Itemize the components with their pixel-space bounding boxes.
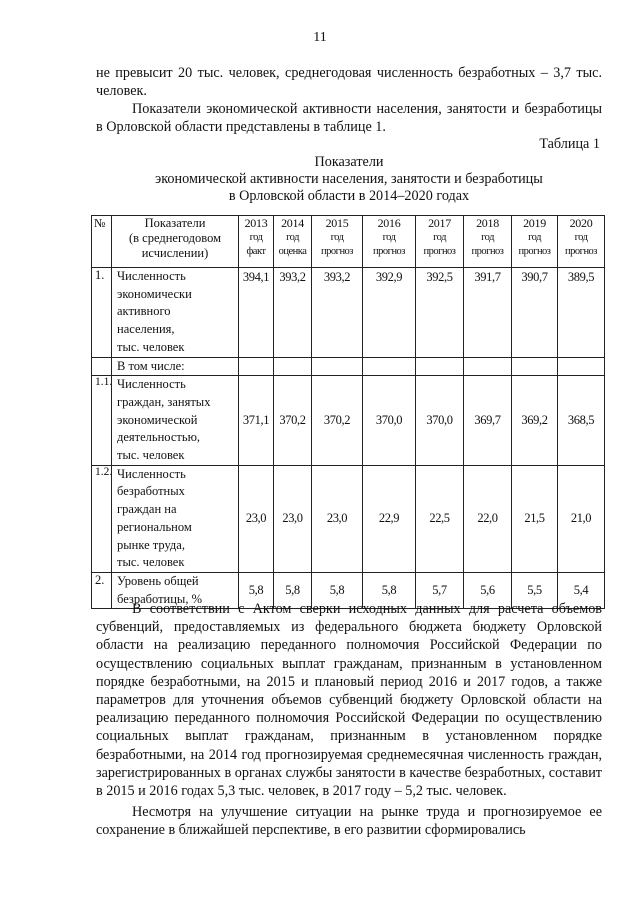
row-name-line: Численность: [117, 466, 186, 481]
header-status: прогноз: [471, 246, 504, 257]
header-status: прогноз: [321, 246, 353, 257]
header-status: прогноз: [565, 246, 597, 257]
paragraph-labor-market: Несмотря на улучшение ситуации на рынке труда и прогнозируемое ее сохранение в ближайшей перспективе, в его развитии сформировались: [96, 804, 602, 839]
header-year-2016: [363, 216, 416, 268]
table-title-line-2: экономической активности населения, занятости и безработицы: [155, 171, 543, 187]
row-value: 5,8: [274, 572, 312, 608]
table-row: [92, 465, 605, 572]
row-value: 370,2: [312, 376, 363, 466]
row-name-line: тыс. человек: [117, 555, 185, 570]
page-number: 11: [313, 30, 327, 45]
row-num: 1.2.: [92, 465, 112, 572]
row-name-line: тыс. человек: [117, 339, 185, 354]
paragraph-intro-continued: не превысит 20 тыс. человек, среднегодовая численность безработных – 3,7 тыс. человек.: [96, 65, 602, 100]
row-value: [274, 357, 312, 376]
header-year-2017: [416, 216, 464, 268]
header-unit: год: [481, 231, 494, 243]
table-row: [92, 376, 605, 466]
header-year-2018: [464, 216, 512, 268]
row-value: [512, 357, 558, 376]
row-value: 370,2: [274, 376, 312, 466]
header-unit: год: [382, 231, 396, 243]
row-name-line: граждан, занятых: [117, 394, 211, 409]
row-subheader: В том числе:: [112, 357, 239, 376]
header-unit: год: [433, 231, 446, 243]
header-indicator-line-3: исчислении): [141, 246, 209, 260]
header-year-2019: [512, 216, 558, 268]
row-value: 5,6: [464, 572, 512, 608]
row-name: [112, 465, 239, 572]
row-value: 22,5: [416, 465, 464, 572]
header-indicator-line-1: Показатели: [144, 216, 206, 230]
header-unit: год: [249, 231, 263, 243]
row-name-line: безработных: [117, 484, 185, 499]
header-status: факт: [246, 246, 266, 257]
row-value: 23,0: [239, 465, 274, 572]
header-unit: год: [574, 231, 588, 243]
header-year: 2013: [244, 216, 268, 230]
indicators-table: [91, 215, 605, 609]
table-title-line-3: в Орловской области в 2014–2020 годах: [228, 188, 470, 204]
header-year: 2017: [428, 216, 451, 230]
header-unit: год: [528, 231, 541, 243]
header-year: 2015: [325, 216, 349, 230]
paragraph-subventions: В соответствии с Актом сверки исходных данных для расчета объемов субвенций, предоставляемых из федерального бюджета бюджету Орловской области на реализацию переданного полномочия Российской Федерации по осуществлению социальных выплат гражданам, признанным в установленном порядке безработными, на 2015 и плановый период 2016 и 2017 годов, а также параметров для уточнения объемов субвенций бюджету Орловской области на реализацию переданного полномочия Российской Федерации по осуществлению социальных выплат гражданам, признанным в установленном порядке безработными, на 2014 год прогнозируемая среднемесячная численность граждан, зарегистрированных в органах службы занятости в качестве безработных, составит в 2015 и 2016 годах 5,3 тыс. человек, в 2017 году – 5,2 тыс. человек.: [96, 601, 602, 800]
row-value: [416, 357, 464, 376]
table-header-row: [92, 216, 605, 268]
header-num: №: [92, 216, 112, 268]
table-title: [96, 154, 602, 205]
header-year-2015: [312, 216, 363, 268]
row-name-line: Численность: [117, 269, 186, 283]
row-value: [239, 357, 274, 376]
header-status: прогноз: [518, 246, 551, 257]
row-value: 389,5: [558, 268, 605, 358]
table-row: [92, 268, 605, 358]
row-value: 369,2: [512, 376, 558, 466]
row-value: 368,5: [558, 376, 605, 466]
row-value: [464, 357, 512, 376]
row-value: 392,5: [416, 268, 464, 358]
row-num: 1.: [92, 268, 112, 358]
row-value: 5,8: [363, 572, 416, 608]
header-year: 2014: [281, 216, 304, 230]
table-title-line-1: Показатели: [314, 154, 384, 170]
row-name-line: экономической: [117, 412, 198, 427]
row-name-line: тыс. человек: [117, 448, 185, 463]
header-year: 2018: [476, 216, 499, 230]
row-value: 5,5: [512, 572, 558, 608]
header-year: 2019: [523, 216, 546, 230]
header-indicator-line-2: (в среднегодовом: [128, 231, 222, 245]
row-num: 2.: [92, 572, 112, 608]
row-name-line: Уровень общей: [117, 573, 199, 588]
row-value: [363, 357, 416, 376]
row-value: 21,5: [512, 465, 558, 572]
row-value: 391,7: [464, 268, 512, 358]
row-name-line: деятельностью,: [117, 430, 201, 445]
row-value: 22,0: [464, 465, 512, 572]
row-value: 5,8: [312, 572, 363, 608]
table-subheader-row: [92, 357, 605, 376]
row-value: 22,9: [363, 465, 416, 572]
table-label: Таблица 1: [539, 136, 600, 152]
paragraph-table-reference: Показатели экономической активности населения, занятости и безработицы в Орловской области представлены в таблице 1.: [96, 101, 602, 136]
row-value: 371,1: [239, 376, 274, 466]
row-value: 21,0: [558, 465, 605, 572]
row-value: [312, 357, 363, 376]
row-value: 393,2: [274, 268, 312, 358]
header-year-2020: [558, 216, 605, 268]
header-year-2014: [274, 216, 312, 268]
row-value: 369,7: [464, 376, 512, 466]
row-value: 5,4: [558, 572, 605, 608]
row-num: 1.1.: [92, 376, 112, 466]
row-value: 390,7: [512, 268, 558, 358]
row-value: 393,2: [312, 268, 363, 358]
row-value: [558, 357, 605, 376]
row-name-line: населения,: [117, 322, 175, 337]
header-year-2013: [239, 216, 274, 268]
row-value: 370,0: [363, 376, 416, 466]
row-value: 394,1: [239, 268, 274, 358]
row-num: [92, 357, 112, 376]
row-name-line: граждан на: [117, 502, 177, 517]
header-status: прогноз: [423, 246, 456, 257]
row-name-line: Численность: [117, 377, 186, 392]
row-name-line: региональном: [117, 519, 192, 534]
row-name-line: активного: [117, 304, 171, 319]
header-status: прогноз: [373, 246, 405, 257]
header-year: 2016: [377, 216, 401, 230]
row-value: 370,0: [416, 376, 464, 466]
header-status: оценка: [278, 246, 307, 257]
row-value: 392,9: [363, 268, 416, 358]
row-value: 5,7: [416, 572, 464, 608]
row-name-line: безработицы, %: [117, 591, 202, 606]
header-unit: год: [286, 231, 299, 243]
header-unit: год: [330, 231, 344, 243]
row-name-line: экономически: [117, 286, 192, 301]
header-year: 2020: [569, 216, 593, 230]
row-value: 5,8: [239, 572, 274, 608]
row-value: 23,0: [312, 465, 363, 572]
row-name: [112, 268, 239, 358]
row-name-line: рынке труда,: [117, 537, 185, 552]
header-indicator: [112, 216, 239, 268]
row-name: [112, 376, 239, 466]
row-value: 23,0: [274, 465, 312, 572]
